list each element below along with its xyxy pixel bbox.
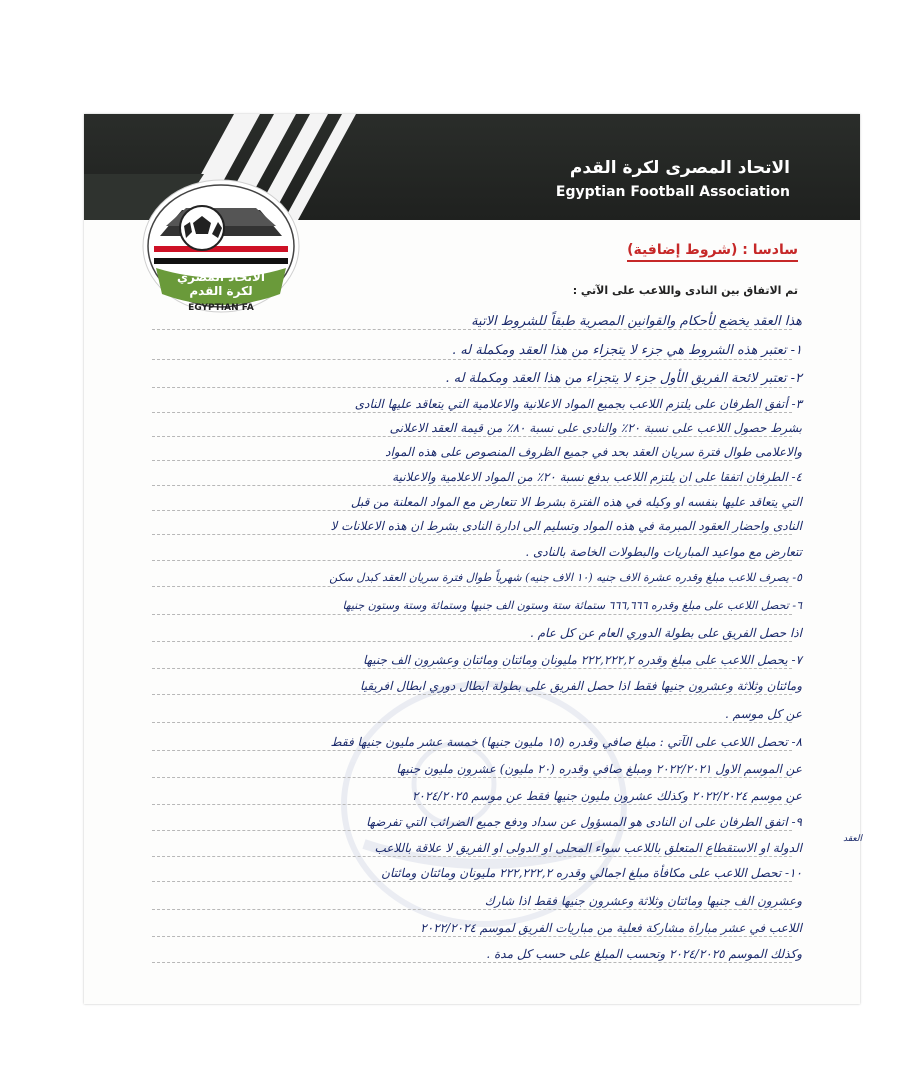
clause-line: ٧- يحصل اللاعب على مبلغ وقدره ٢٢٢,٢٢٢,٢ مليونان ومائتان ومائتان وعشرون الف جنيها bbox=[363, 653, 802, 667]
clause-line: ٥- يصرف للاعب مبلغ وقدره عشرة الاف جنيه (١٠ الاف جنيه) شهرياً طوال فترة سريان العقد كبدل سكن bbox=[329, 571, 802, 584]
logo-text-arabic-1: الاتحاد المصري bbox=[177, 270, 265, 284]
logo-text-english: EGYPTIAN FA bbox=[188, 303, 254, 313]
clause-line: ومائتان وثلاثة وعشرون جنيها فقط اذا حصل الفريق على بطولة ابطال دوري ابطال افريقيا bbox=[360, 679, 802, 693]
clause-line: وعشرون الف جنيها ومائتان وثلاثة وعشرون جنيها فقط اذا شارك bbox=[484, 894, 802, 908]
margin-note: العقد bbox=[843, 834, 862, 844]
clause-line: ٦- تحصل اللاعب على مبلغ وقدره ٦٦٦,٦٦٦ ستمائة ستة وستون الف جنيها وستمائة وستة وستون جنيها bbox=[342, 599, 802, 612]
clause-line: ٣- أتفق الطرفان على يلتزم اللاعب بجميع المواد الاعلانية والاعلامية التي يتعاقد عليها النادى bbox=[354, 397, 802, 411]
clause-line: عن الموسم الاول ٢٠٢٢/٢٠٢١ ومبلغ صافي وقدره (٢٠ مليون) عشرون مليون جنيها bbox=[396, 762, 802, 776]
efa-logo bbox=[140, 176, 302, 316]
org-name-english: Egyptian Football Association bbox=[555, 184, 790, 200]
clause-line: والاعلامى طوال فترة سريان العقد بحد في جميع الظروف المنصوص على هذه المواد bbox=[385, 445, 802, 459]
clause-line: ١- تعتبر هذه الشروط هي جزء لا يتجزاء من هذا العقد ومكملة له . bbox=[451, 343, 802, 358]
clause-line: عن موسم ٢٠٢٢/٢٠٢٤ وكذلك عشرون مليون جنيها فقط عن موسم ٢٠٢٤/٢٠٢٥ bbox=[411, 789, 802, 803]
clause-line: اللاعب في عشر مباراة مشاركة فعلية من مباريات الفريق لموسم ٢٠٢٢/٢٠٢٤ bbox=[420, 921, 802, 935]
flag-black-stripe bbox=[154, 258, 288, 264]
clause-line: ٩- اتفق الطرفان على ان النادى هو المسؤول عن سداد ودفع جميع الضرائب التي تفرضها bbox=[366, 815, 802, 829]
clause-line: ٨- تحصل اللاعب على الآتي : مبلغ صافي وقدره (١٥ مليون جنيها) خمسة عشر مليون جنيها فقط bbox=[330, 735, 802, 749]
logo-text-arabic-2: لكرة القدم bbox=[189, 284, 253, 298]
section-title: سادسا : (شروط إضافية) bbox=[627, 242, 798, 262]
section-intro: تم الاتفاق بين النادى واللاعب على الآتي : bbox=[572, 284, 798, 297]
contract-page bbox=[84, 114, 860, 1004]
flag-white-stripe bbox=[154, 252, 288, 258]
clause-line: الدولة او الاستقطاع المتعلق باللاعب سواء المحلى او الدولى او الفريق لا علاقة باللاعب bbox=[374, 841, 802, 855]
flag-red-stripe bbox=[154, 246, 288, 252]
clause-line: وكذلك الموسم ٢٠٢٤/٢٠٢٥ وتحسب المبلغ على حسب كل مدة . bbox=[486, 947, 802, 961]
clause-line: عن كل موسم . bbox=[724, 707, 802, 721]
clause-line: التي يتعاقد عليها بنفسه او وكيله في هذه الفترة بشرط الا تتعارض مع المواد المعلنة من قبل bbox=[350, 495, 802, 509]
clause-line: هذا العقد يخضع لأحكام والقوانين المصرية طبقاً للشروط الاتية bbox=[471, 314, 802, 329]
clause-line: النادى واحضار العقود المبرمة في هذه المواد وتسليم الى ادارة النادى بشرط ان هذه الاعلانات لا bbox=[330, 519, 802, 533]
org-name-arabic: الاتحاد المصرى لكرة القدم bbox=[569, 158, 790, 178]
clause-line: ٢- تعتبر لائحة الفريق الأول جزء لا يتجزاء من هذا العقد ومكملة له . bbox=[445, 371, 802, 386]
clause-line: بشرط حصول اللاعب على نسبة ٢٠٪ والنادى على نسبة ٨٠٪ من قيمة العقد الاعلانى bbox=[389, 421, 802, 435]
clause-line: ٤- الطرفان اتفقا على ان يلتزم اللاعب بدفع نسبة ٢٠٪ من المواد الاعلامية والاعلانية bbox=[392, 470, 802, 484]
clause-line: ١٠- تحصل اللاعب على مكافأة مبلغ اجمالي وقدره ٢٢٢,٢٢٢,٢ مليونان ومائتان ومائتان bbox=[381, 866, 802, 880]
clause-line: تتعارض مع مواعيد المباريات والبطولات الخاصة بالنادى . bbox=[525, 545, 802, 559]
clause-line: اذا حصل الفريق على بطولة الدوري العام عن كل عام . bbox=[530, 626, 802, 640]
